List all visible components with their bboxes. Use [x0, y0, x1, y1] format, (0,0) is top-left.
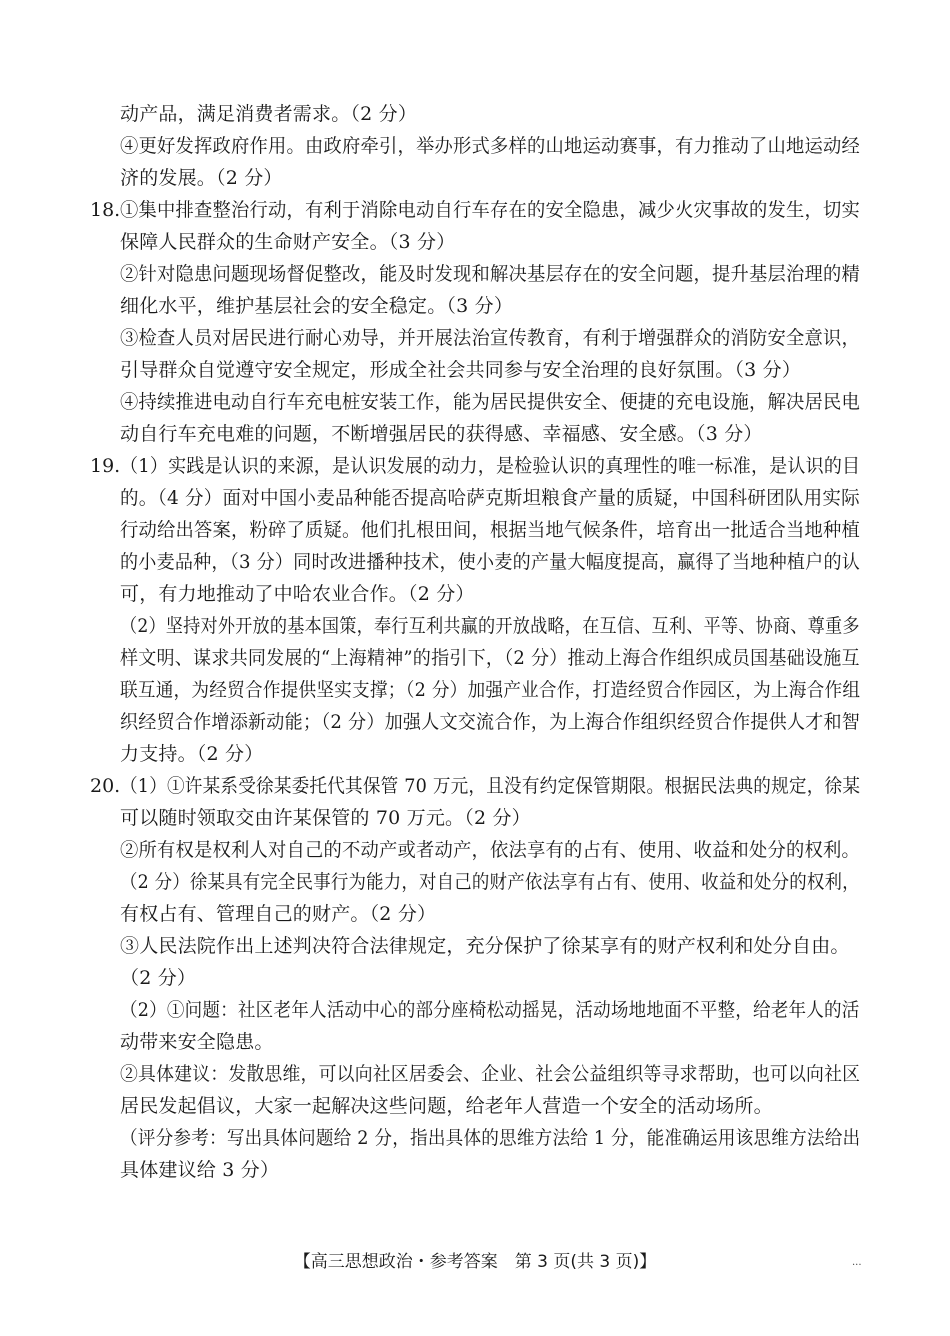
text-line: 细化水平，维护基层社会的安全稳定。（3 分） — [120, 295, 514, 317]
text-line: ④持续推进电动自行车充电桩安装工作，能为居民提供安全、便捷的充电设施，解决居民电 — [120, 391, 860, 413]
question-number-18: 18. — [90, 199, 121, 221]
text-line: ②针对隐患问题现场督促整改，能及时发现和解决基层存在的安全问题，提升基层治理的精 — [120, 263, 860, 285]
text-line: 样文明、谋求共同发展的“上海精神”的指引下，（2 分）推动上海合作组织成员国基础设施互 — [120, 647, 860, 669]
text-line: 济的发展。（2 分） — [120, 167, 283, 189]
footer-mark: ... — [852, 1257, 862, 1268]
text-line: 行动给出答案，粉碎了质疑。他们扎根田间，根据当地气候条件，培育出一批适合当地种植 — [120, 519, 860, 541]
text-line: 具体建议给 3 分） — [120, 1159, 280, 1181]
text-line: （2 分）徐某具有完全民事行为能力，对自己的财产依法享有占有、使用、收益和处分的权利， — [120, 871, 860, 893]
text-line: ②所有权是权利人对自己的不动产或者动产，依法享有的占有、使用、收益和处分的权利。 — [120, 839, 860, 861]
text-line: 动带来安全隐患。 — [120, 1031, 274, 1053]
text-line: 动自行车充电难的问题，不断增强居民的获得感、幸福感、安全感。（3 分） — [120, 423, 763, 445]
text-line: 有权占有、管理自己的财产。（2 分） — [120, 903, 437, 925]
text-line: ②具体建议：发散思维，可以向社区居委会、企业、社会公益组织等寻求帮助，也可以向社区 — [120, 1063, 861, 1085]
text-line: 联互通，为经贸合作提供坚实支撑；（2 分）加强产业合作，打造经贸合作园区，为上海合作组 — [120, 679, 861, 701]
text-line: 保障人民群众的生命财产安全。（3 分） — [120, 231, 456, 253]
text-line: （2 分） — [120, 967, 197, 989]
text-line: （1）实践是认识的来源，是认识发展的动力，是检验认识的真理性的唯一标准，是认识的目 — [120, 455, 861, 477]
text-line: ③检查人员对居民进行耐心劝导，并开展法治宣传教育，有利于增强群众的消防安全意识， — [120, 327, 860, 349]
question-number-20: 20. — [90, 775, 121, 797]
text-line: 居民发起倡议，大家一起解决这些问题，给老年人营造一个安全的活动场所。 — [120, 1095, 773, 1117]
page-footer: 【高三思想政治・参考答案 第 3 页(共 3 页)】 — [293, 1252, 657, 1272]
text-line: （2）①问题：社区老年人活动中心的部分座椅松动摇晃，活动场地地面不平整，给老年人的活 — [120, 999, 860, 1021]
text-line: 可，有力地推动了中哈农业合作。（2 分） — [120, 583, 475, 605]
question-number-19: 19. — [90, 455, 121, 477]
text-line: ④更好发挥政府作用。由政府牵引，举办形式多样的山地运动赛事，有力推动了山地运动经 — [120, 135, 860, 157]
text-line: ③人民法院作出上述判决符合法律规定，充分保护了徐某享有的财产权利和处分自由。 — [120, 935, 850, 957]
text-line: 力支持。（2 分） — [120, 743, 264, 765]
text-line: 动产品，满足消费者需求。（2 分） — [120, 103, 418, 125]
text-line: 的。（4 分）面对中国小麦品种能否提高哈萨克斯坦粮食产量的质疑，中国科研团队用实际 — [120, 487, 860, 509]
text-line: （2）坚持对外开放的基本国策，奉行互利共赢的开放战略，在互信、互利、平等、协商、尊重多 — [120, 615, 860, 637]
text-line: 织经贸合作增添新动能；（2 分）加强人文交流合作，为上海合作组织经贸合作提供人才和智 — [120, 711, 861, 733]
text-line: ①集中排查整治行动，有利于消除电动自行车存在的安全隐患，减少火灾事故的发生，切实 — [120, 199, 860, 221]
text-line: 引导群众自觉遵守安全规定，形成全社会共同参与安全治理的良好氛围。（3 分） — [120, 359, 802, 381]
text-line: （评分参考：写出具体问题给 2 分，指出具体的思维方法给 1 分，能准确运用该思维方法给出 — [120, 1127, 861, 1149]
text-line: 可以随时领取交由许某保管的 70 万元。（2 分） — [120, 807, 531, 829]
text-line: 的小麦品种，（3 分）同时改进播种技术，使小麦的产量大幅度提高，赢得了当地种植户的认 — [120, 551, 861, 573]
text-line: （1）①许某系受徐某委托代其保管 70 万元，且没有约定保管期限。根据民法典的规定，徐某 — [120, 775, 861, 797]
